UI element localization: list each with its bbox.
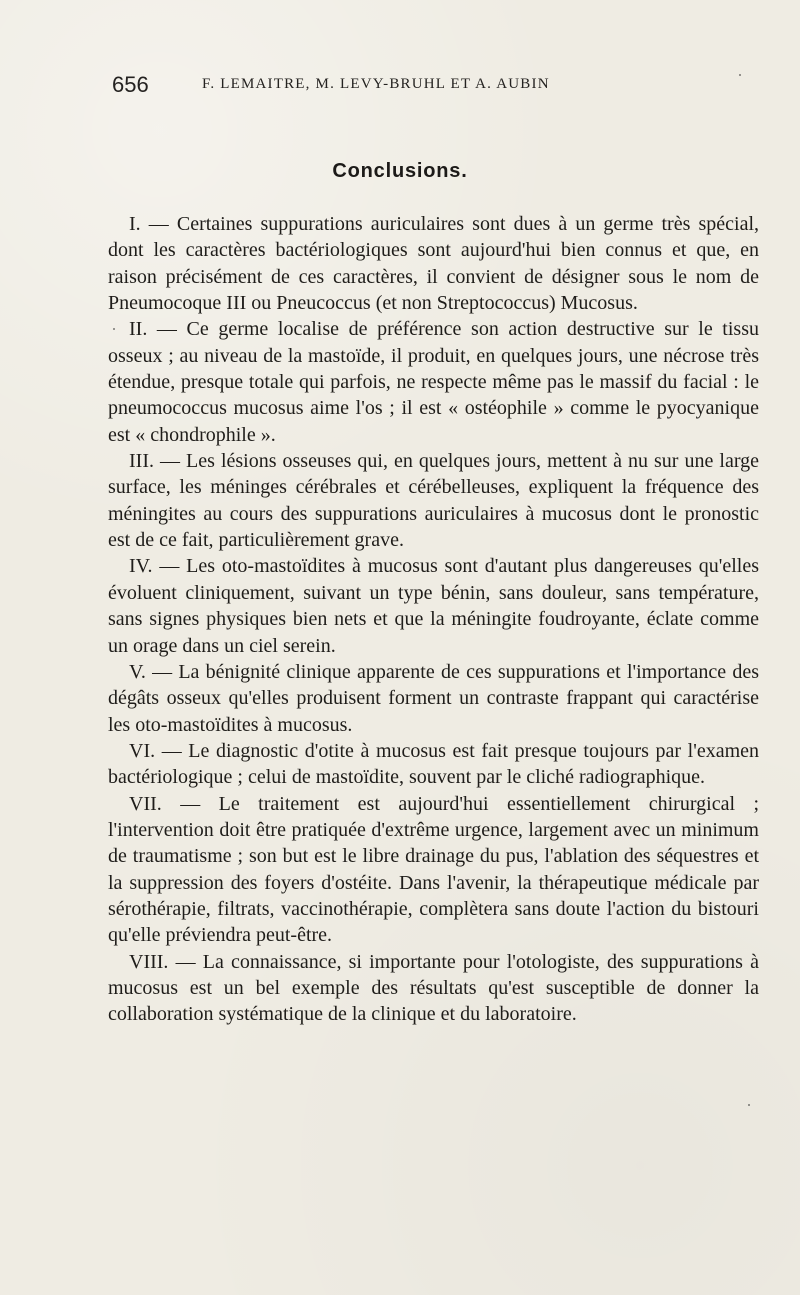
conclusions-text — [108, 211, 759, 1028]
conclusion-paragraph-1: I. — Certaines suppurations auriculaires sont dues à un germe très spécial, dont les caractères bactériologiques sont aujourd'hui bien connus et que, en raison précisément de ces caractères, il convient de désigner sous le nom de Pneumocoque III ou Pneucoccus (et non Streptococcus) Mucosus. — [108, 213, 759, 315]
author-line: F. LEMAITRE, M. LEVY-BRUHL ET A. AUBIN — [202, 76, 550, 92]
running-head — [112, 72, 692, 97]
conclusion-paragraph-5: V. — La bénignité clinique apparente de ces suppurations et l'importance des dégâts osseux qu'elles produisent forment un contraste frappant qui caractérise les oto-mastoïdites à mucosus. — [108, 660, 759, 736]
paper-speck — [113, 328, 115, 330]
conclusion-paragraph-7: VII. — Le traitement est aujourd'hui essentiellement chirurgical ; l'intervention doit être pratiquée d'extrême urgence, largement avec un minimum de traumatisme ; son but est le libre drainage du pus, l'ablation des séquestres et la suppression des foyers d'ostéite. Dans l'avenir, la thérapeutique médicale par sérothérapie, filtrats, vaccinothérapie, complètera sans doute l'action du bistouri qu'elle préviendra peut-être. — [108, 792, 759, 947]
paper-speck — [739, 74, 741, 76]
page-number: 656 — [112, 72, 149, 97]
conclusion-paragraph-4: IV. — Les oto-mastoïdites à mucosus sont d'autant plus dangereuses qu'elles évoluent cliniquement, suivant un type bénin, sans douleur, sans température, sans signes physiques bien nets et que la méningite foudroyante, éclate comme un orage dans un ciel serein. — [108, 555, 759, 657]
conclusion-paragraph-3: III. — Les lésions osseuses qui, en quelques jours, mettent à nu sur une large surface, les méninges cérébrales et cérébelleuses, expliquent la fréquence des méningites au cours des suppurations auriculaires à mucosus dont le pronostic est de ce fait, particulièrement grave. — [108, 450, 759, 552]
conclusion-paragraph-6: VI. — Le diagnostic d'otite à mucosus est fait presque toujours par l'examen bactériologique ; celui de mastoïdite, souvent par le cliché radiographique. — [108, 739, 759, 789]
conclusion-paragraph-8: VIII. — La connaissance, si importante pour l'otologiste, des suppurations à mucosus est un bel exemple des résultats qu'est susceptible de donner la collaboration systématique de la clinique et du laboratoire. — [108, 950, 759, 1026]
conclusion-paragraph-2: II. — Ce germe localise de préférence son action destructive sur le tissu osseux ; au niveau de la mastoïde, il produit, en quelques jours, une nécrose très étendue, presque totale qui parfois, ne respecte même pas le massif du facial : le pneumococcus mucosus aime l'os ; il est « ostéophile » comme le pyocyanique est « chondrophile ». — [108, 318, 759, 446]
section-title: Conclusions. — [332, 160, 468, 182]
paper-speck — [748, 1104, 750, 1106]
